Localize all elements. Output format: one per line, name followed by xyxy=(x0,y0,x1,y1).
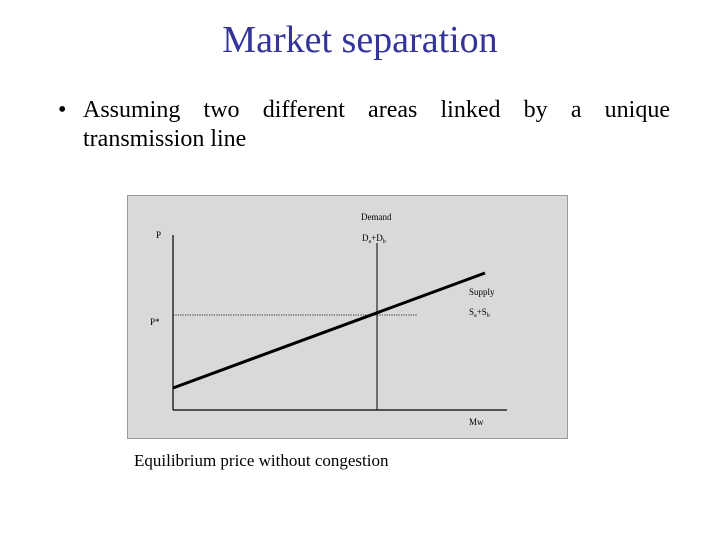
x-axis-label: Mw xyxy=(469,417,484,427)
demand-formula-sub-2: b xyxy=(382,239,386,245)
supply-formula-plus: +S xyxy=(476,307,487,317)
slide-title: Market separation xyxy=(222,19,498,61)
bullet-line-1: Assuming two different areas linked by a unique xyxy=(83,97,670,123)
supply-formula-sub-2: b xyxy=(486,313,490,319)
bullet-icon: • xyxy=(58,97,67,123)
equilibrium-price-label: P* xyxy=(150,317,160,327)
bullet-line-2: transmission line xyxy=(83,126,247,152)
demand-formula-sub-1: a xyxy=(368,239,372,245)
supply-formula-sub-1: a xyxy=(474,313,477,319)
diagram-caption: Equilibrium price without congestion xyxy=(134,451,389,470)
market-diagram xyxy=(127,195,568,439)
supply-formula-main: S xyxy=(469,307,475,317)
y-axis-label: P xyxy=(156,230,162,240)
supply-formula xyxy=(469,307,490,319)
demand-label: Demand xyxy=(361,212,392,222)
demand-formula-plus: +D xyxy=(371,233,383,243)
demand-formula xyxy=(362,233,386,245)
supply-line xyxy=(173,273,485,388)
supply-label: Supply xyxy=(469,287,495,297)
demand-formula-main: D xyxy=(362,233,369,243)
bullet-text xyxy=(83,96,670,154)
